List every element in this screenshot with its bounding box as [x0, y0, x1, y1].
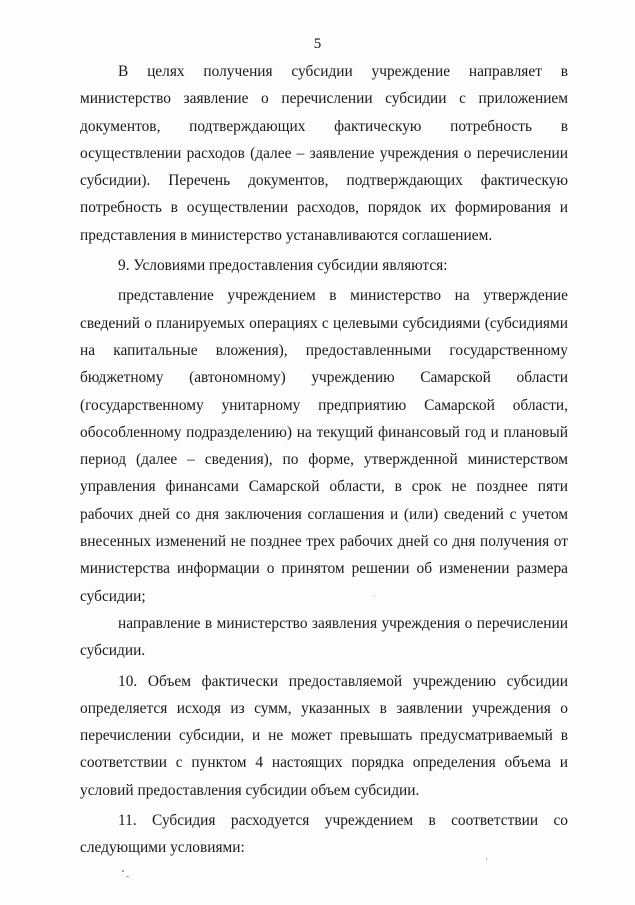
scan-speck [486, 858, 487, 860]
paragraph-10-subsidy-amount: 10. Объем фактически предоставляемой учреждению субсидии определяется исходя из сумм, указанных в заявлении учреждения о перечислении субсидии, и не может превышать предусматриваемый в соответствии с пунктом 4 настоящих порядка определения объема и условий предоставления субсидии объем субсидии. [80, 672, 568, 799]
paragraph-11-subsidy-use: 11. Субсидия расходуется учреждением в соответствии со следующими условиями: [80, 812, 568, 857]
paragraph-9-conditions: 9. Условиями предоставления субсидии являются: [118, 257, 448, 275]
scan-speck [126, 876, 129, 877]
paragraph-subsidy-application: В целях получения субсидии учреждение направляет в министерство заявление о перечислении субсидии с приложением документов, подтверждающих фактическую потребность в осуществлении расходов (далее – заявление учреждения о перечислении субсидии). Перечень документов, подтверждающих фактическую потребность в осуществлении расходов, порядок их формирования и представления в министерство устанавливаются соглашением. [80, 63, 568, 244]
scan-speck [122, 870, 124, 872]
scan-speck [374, 596, 375, 597]
document-body [80, 58, 568, 862]
page-number: 5 [313, 36, 322, 52]
paragraph-application-direction: направление в министерство заявления учреждения о перечислении субсидии. [80, 614, 568, 660]
paragraph-submission-of-information: представление учреждением в министерство на утверждение сведений о планируемых операциях с целевыми субсидиями (субсидиями на капитальные вложения), предоставленными государственному бюджетному (автономному) учреждению Самарской области (государственному унитарному предприятию Самарской области, обособленному подразделению) на текущий финансовый год и плановый период (далее – сведения), по форме, утвержденной министерством управления финансами Самарской области, в срок не позднее пяти рабочих дней со дня заключения соглашения и (или) сведений с учетом внесенных изменений не позднее трех рабочих дней со дня получения от министерства информации о принятом решении об изменении размера субсидии; [80, 287, 568, 605]
